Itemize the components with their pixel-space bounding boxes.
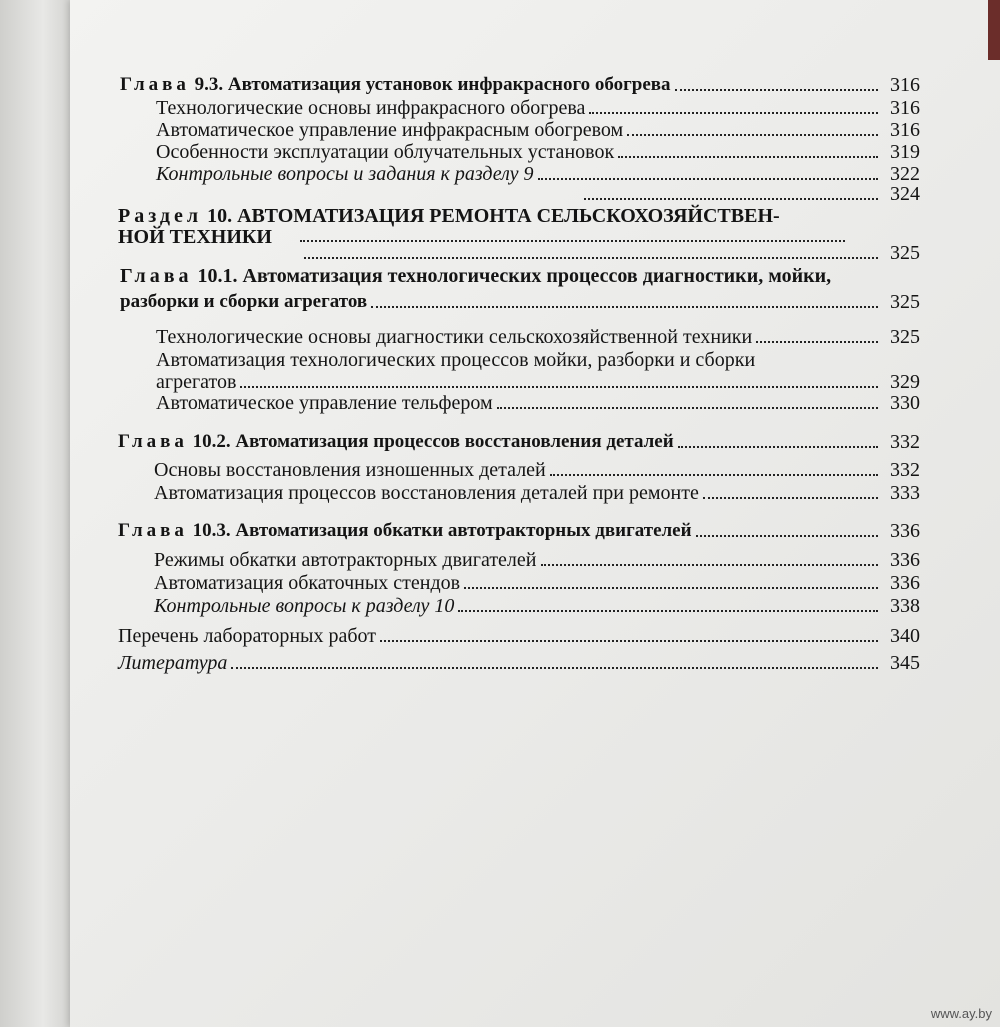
chapter-title: 10.3. Автоматизация обкатки автотракторных двигателей: [192, 520, 692, 541]
leader-dots: [300, 226, 845, 242]
chapter-title-line2: разборки и сборки агрегатов: [120, 291, 368, 312]
section-title-line2: НОЙ ТЕХНИКИ: [118, 226, 272, 248]
toc-chapter-10-1-line2: [120, 291, 920, 313]
page-number: 338: [890, 595, 920, 617]
chapter-prefix: Глава: [120, 74, 190, 95]
section-title-line1: 10. АВТОМАТИЗАЦИЯ РЕМОНТА СЕЛЬСКОХОЗЯЙСТВЕН-: [207, 205, 780, 227]
item-title: Контрольные вопросы и задания к разделу 9: [156, 163, 534, 185]
page-number: 340: [890, 625, 920, 647]
item-title: Технологические основы диагностики сельскохозяйственной техники: [156, 326, 753, 348]
toc-chapter-10-2: [118, 431, 920, 453]
toc-item: [154, 549, 920, 571]
page-number: 316: [890, 74, 920, 96]
toc-item: [156, 163, 920, 185]
page-number: 333: [890, 482, 920, 504]
toc-chapter-10-3: [118, 520, 920, 542]
item-title: Контрольные вопросы к разделу 10: [154, 595, 455, 617]
page-number: 319: [890, 141, 920, 163]
item-title: Автоматизация обкаточных стендов: [154, 572, 461, 594]
toc-item: [156, 97, 920, 119]
item-title-line2: агрегатов: [156, 371, 237, 393]
page-number: 345: [890, 652, 920, 674]
toc-extra-line: [580, 183, 920, 205]
page-number: 322: [890, 163, 920, 185]
toc-item: [156, 371, 920, 393]
page-number: 330: [890, 392, 920, 414]
page-number: 336: [890, 520, 920, 542]
item-title: Литература: [118, 652, 228, 674]
item-title: Автоматическое управление инфракрасным обогревом: [156, 119, 624, 141]
chapter-title: 9.3. Автоматизация установок инфракрасного обогрева: [194, 74, 671, 95]
page-number: 325: [890, 291, 920, 313]
toc-labs: [118, 625, 920, 647]
toc-chapter-9-3: [120, 74, 920, 96]
toc-item: [156, 392, 920, 414]
page-number: 316: [890, 119, 920, 141]
toc-section-10-page: [300, 242, 920, 264]
item-title: Особенности эксплуатации облучательных установок: [156, 141, 615, 163]
chapter-prefix: Глава: [118, 431, 188, 452]
chapter-title-line1: 10.1. Автоматизация технологических процессов диагностики, мойки,: [197, 265, 832, 287]
toc-item: [154, 459, 920, 481]
toc-item: [156, 119, 920, 141]
chapter-title: 10.2. Автоматизация процессов восстановления деталей: [192, 431, 674, 452]
toc-item: [154, 595, 920, 617]
page-number: 325: [890, 242, 920, 264]
item-title: Основы восстановления изношенных деталей: [154, 459, 546, 481]
page-number: 332: [890, 431, 920, 453]
chapter-prefix: Глава: [118, 520, 188, 541]
page-number: 324: [890, 183, 920, 205]
toc-literature: [118, 652, 920, 674]
toc-section-10: [118, 205, 780, 228]
toc-chapter-10-1: [120, 265, 831, 288]
item-title: Технологические основы инфракрасного обогрева: [156, 97, 586, 119]
item-title: Режимы обкатки автотракторных двигателей: [154, 549, 537, 571]
book-left-edge: [0, 0, 72, 1027]
page-number: 332: [890, 459, 920, 481]
toc-item: [154, 572, 920, 594]
cover-edge: [988, 0, 1000, 60]
item-title: Перечень лабораторных работ: [118, 625, 376, 647]
item-title: Автоматическое управление тельфером: [156, 392, 493, 414]
toc-item: [156, 326, 920, 348]
toc-item: [156, 141, 920, 163]
section-prefix: Раздел: [118, 205, 203, 227]
item-title: Автоматизация процессов восстановления деталей при ремонте: [154, 482, 699, 504]
chapter-prefix: Глава: [120, 265, 193, 287]
page-number: 316: [890, 97, 920, 119]
page-number: 325: [890, 326, 920, 348]
watermark: www.ay.by: [930, 1006, 992, 1021]
page-number: 336: [890, 572, 920, 594]
page-number: 329: [890, 371, 920, 393]
leader-dots: [675, 89, 878, 91]
page-number: 336: [890, 549, 920, 571]
item-title-line1: Автоматизация технологических процессов мойки, разборки и сборки: [156, 349, 756, 371]
toc-item: [154, 482, 920, 504]
